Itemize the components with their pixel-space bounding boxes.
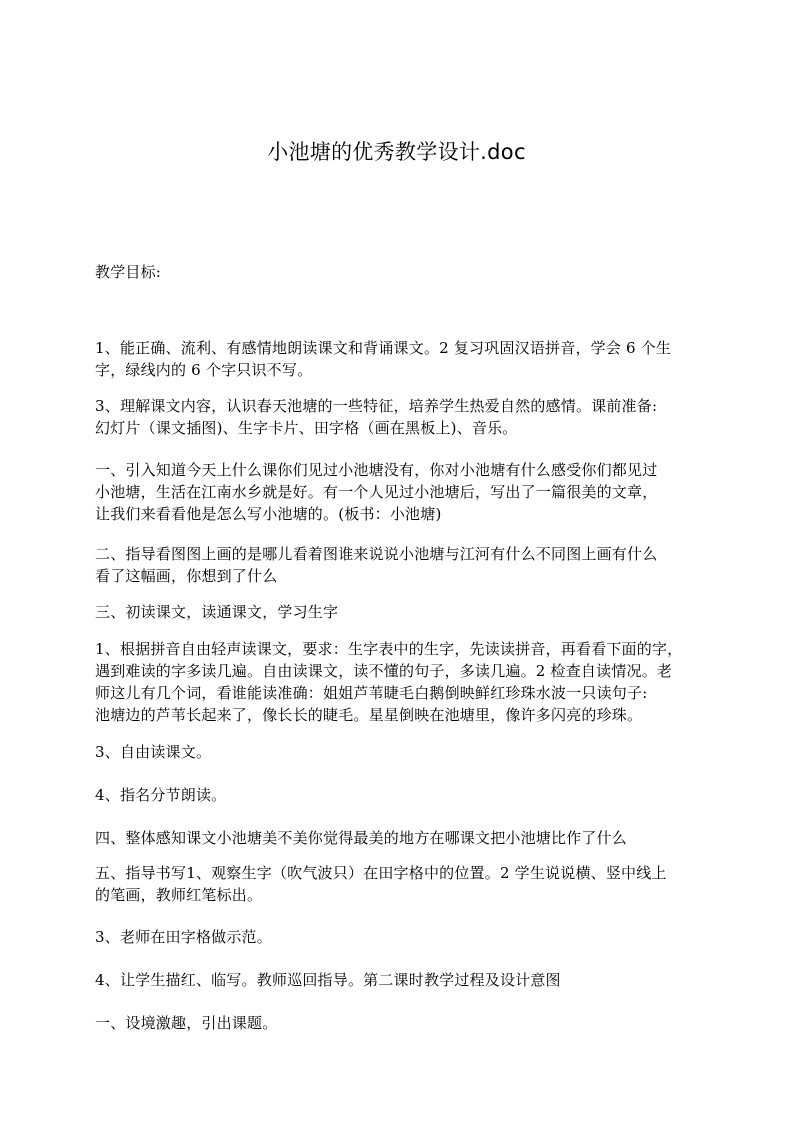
document-title: 小池塘的优秀教学设计.doc <box>267 140 526 164</box>
text-line: 字，绿线内的 6 个字只识不写。 <box>95 361 313 379</box>
paragraph-1 <box>95 337 705 381</box>
text-line: 小池塘，生活在江南水乡就是好。有一个人见过小池塘后，写出了一篇很美的文章， <box>95 483 658 501</box>
text-line: 看了这幅画，你想到了什么 <box>95 567 278 585</box>
text-line: 幻灯片（课文插图)、生字卡片、田字格（画在黑板上)、音乐。 <box>95 419 518 437</box>
text-line: 三、初读课文，读通课文，学习生字 <box>95 603 339 621</box>
text-line: 4、指名分节朗读。 <box>95 786 227 804</box>
text-line: 1、能正确、流利、有感情地朗读课文和背诵课文。2 复习巩固汉语拼音，学会 6 个生 <box>95 339 672 357</box>
paragraph-6 <box>95 638 705 726</box>
paragraph-12 <box>95 969 705 991</box>
paragraph-8 <box>95 784 705 806</box>
paragraph-2 <box>95 395 705 439</box>
text-line: 的笔画，教师红笔标出。 <box>95 886 263 904</box>
text-line: 二、指导看图图上画的是哪儿看着图谁来说说小池塘与江河有什么不同图上画有什么 <box>95 545 658 563</box>
text-line: 一、引入知道今天上什么课你们见过小池塘没有，你对小池塘有什么感受你们都见过 <box>95 461 658 479</box>
text-line: 4、让学生描红、临写。教师巡回指导。第二课时教学过程及设计意图 <box>95 971 561 989</box>
paragraph-4 <box>95 543 705 587</box>
text-line: 教学目标: <box>95 263 162 281</box>
text-line: 池塘边的芦苇长起来了，像长长的睫毛。星星倒映在池塘里，像许多闪亮的珍珠。 <box>95 706 643 724</box>
text-line: 四、整体感知课文小池塘美不美你觉得最美的地方在哪课文把小池塘比作了什么 <box>95 829 628 847</box>
paragraph-11 <box>95 926 705 948</box>
paragraph-7 <box>95 741 705 763</box>
paragraph-9 <box>95 827 705 849</box>
text-line: 让我们来看看他是怎么写小池塘的。(板书：小池塘) <box>95 505 442 523</box>
paragraph-13 <box>95 1012 705 1034</box>
text-line: 3、老师在田字格做示范。 <box>95 928 272 946</box>
paragraph-objectives-heading <box>95 261 705 283</box>
text-line: 3、理解课文内容，认识春天池塘的一些特征，培养学生热爱自然的感情。课前准备: <box>95 397 658 415</box>
text-line: 3、自由读课文。 <box>95 743 212 761</box>
text-line: 1、根据拼音自由轻声读课文，要求：生字表中的生字，先读读拼音，再看看下面的字， <box>95 640 683 658</box>
text-line: 五、指导书写1、观察生字（吹气波只）在田字格中的位置。2 学生说说横、竖中线上 <box>95 864 667 882</box>
text-line: 遇到难读的字多读几遍。自由读课文，读不懂的句子，多读几遍。2 检查自读情况。老 <box>95 662 673 680</box>
text-line: 师这儿有几个词，看谁能读准确：姐姐芦苇睫毛白鹅倒映鲜红珍珠水波一只读句子: <box>95 684 648 702</box>
paragraph-5 <box>95 601 705 623</box>
text-line: 一、设境激趣，引出课题。 <box>95 1014 278 1032</box>
paragraph-10 <box>95 862 705 906</box>
paragraph-3 <box>95 459 705 525</box>
